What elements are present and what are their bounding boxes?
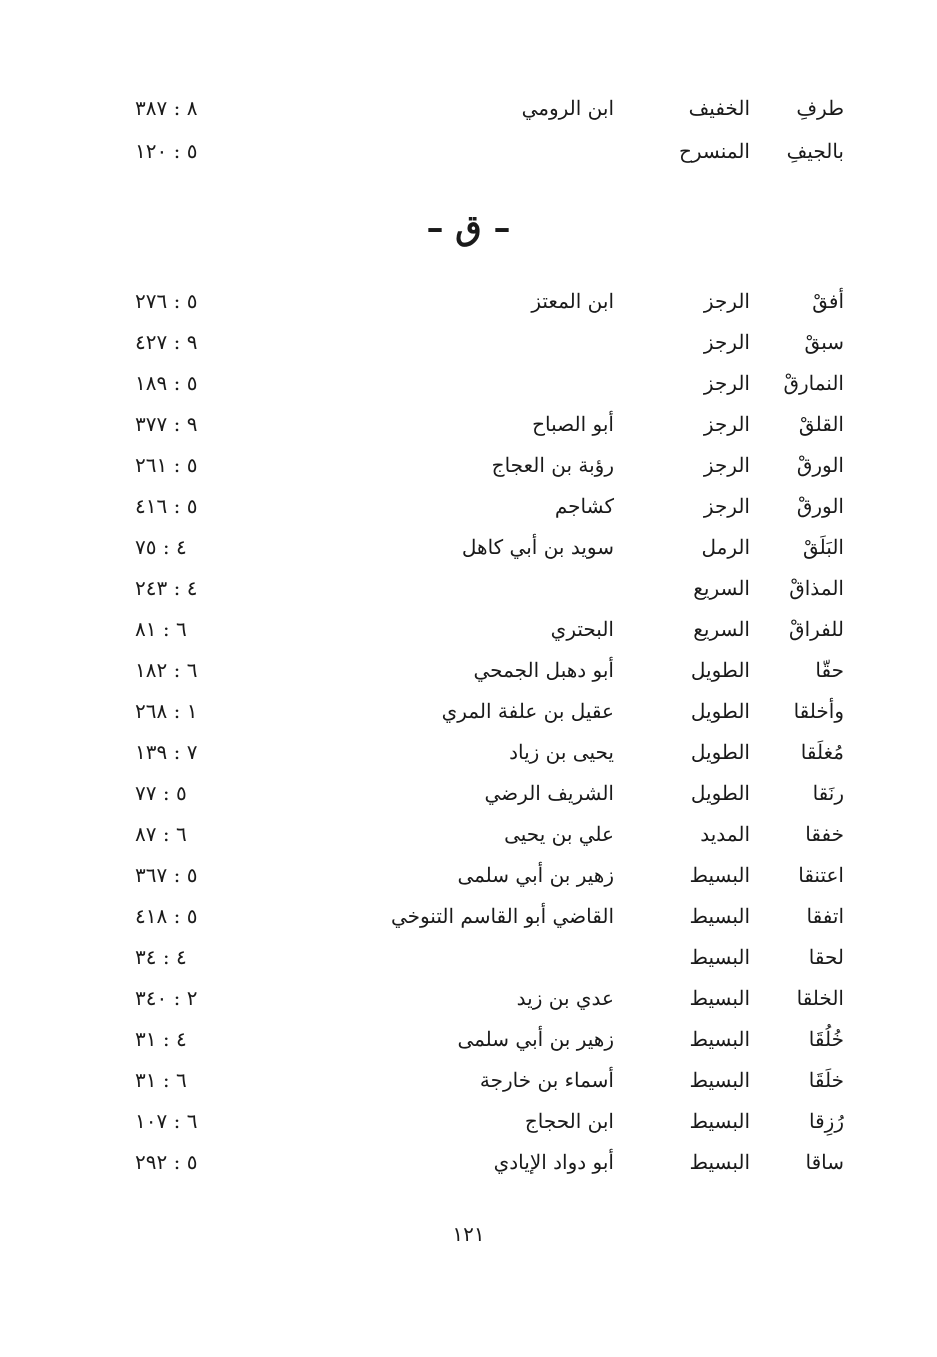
rhyme-word: المذاقْ [789, 576, 844, 600]
volume-page-ref: ٦ : ١٨٢ [135, 658, 198, 682]
rhyme-word: حقّا [815, 658, 844, 682]
section-heading: – ق – [426, 208, 511, 248]
poet-name: أسماء بن خارجة [479, 1068, 614, 1092]
volume-page-ref: ٨ : ٣٨٧ [135, 96, 198, 120]
poet-name: القاضي أبو القاسم التنوخي [390, 904, 614, 928]
volume-page-ref: ١ : ٢٦٨ [135, 699, 198, 723]
volume-page-ref: ٢ : ٣٤٠ [135, 986, 198, 1010]
index-row [0, 609, 937, 650]
meter-name: الرجز [703, 289, 750, 313]
meter-name: البسيط [689, 986, 750, 1010]
volume-page-ref: ٦ : ٣١ [135, 1068, 187, 1092]
index-row [0, 445, 937, 486]
volume-page-ref: ٩ : ٣٧٧ [135, 412, 198, 436]
meter-name: السريع [693, 576, 750, 600]
poet-name: عدي بن زيد [516, 986, 614, 1010]
index-row [0, 363, 937, 404]
rhyme-word: خُلُقَا [808, 1027, 844, 1051]
meter-name: البسيط [689, 904, 750, 928]
index-row [0, 131, 937, 172]
page-number: ١٢١ [452, 1222, 485, 1246]
rhyme-word: القلقْ [798, 412, 844, 436]
poet-name: أبو دواد الإيادي [493, 1150, 614, 1174]
volume-page-ref: ٥ : ٤١٦ [135, 494, 198, 518]
meter-name: المديد [700, 822, 750, 846]
poet-name: ابن الحجاج [524, 1109, 614, 1133]
index-row [0, 527, 937, 568]
meter-name: الرجز [703, 371, 750, 395]
volume-page-ref: ٧ : ١٣٩ [135, 740, 198, 764]
rhyme-word: اعتنقا [798, 863, 844, 887]
rhyme-word: رُزِقا [809, 1109, 844, 1133]
meter-name: الطويل [690, 658, 750, 682]
rhyme-word: خفقا [805, 822, 844, 846]
index-row [0, 1101, 937, 1142]
rhyme-word: لحقا [808, 945, 844, 969]
meter-name: الرجز [703, 330, 750, 354]
index-row [0, 937, 937, 978]
index-row [0, 568, 937, 609]
volume-page-ref: ٤ : ٧٥ [135, 535, 187, 559]
meter-name: البسيط [689, 863, 750, 887]
index-row [0, 281, 937, 322]
poet-name: عقيل بن علفة المري [441, 699, 614, 723]
volume-page-ref: ٥ : ١٢٠ [135, 139, 198, 163]
meter-name: الرجز [703, 453, 750, 477]
poet-name: البحتري [550, 617, 614, 641]
rhyme-word: الخلقا [796, 986, 844, 1010]
volume-page-ref: ٥ : ١٨٩ [135, 371, 198, 395]
poet-name: أبو دهبل الجمحي [473, 658, 614, 682]
poet-name: كشاجم [554, 494, 614, 518]
index-row [0, 88, 937, 129]
meter-name: البسيط [689, 1109, 750, 1133]
poet-name: زهير بن أبي سلمى [457, 863, 614, 887]
index-row [0, 773, 937, 814]
poet-name: سويد بن أبي كاهل [461, 535, 614, 559]
volume-page-ref: ٥ : ٧٧ [135, 781, 187, 805]
meter-name: الطويل [690, 781, 750, 805]
meter-name: البسيط [689, 1150, 750, 1174]
rhyme-word: النمارقْ [783, 371, 844, 395]
rhyme-word: اتفقا [806, 904, 844, 928]
rhyme-word: الورقْ [796, 453, 844, 477]
rhyme-word: مُغلَقا [800, 740, 844, 764]
meter-name: البسيط [689, 945, 750, 969]
rhyme-word: رنَقا [812, 781, 844, 805]
meter-name: الرمل [701, 535, 750, 559]
poet-name: زهير بن أبي سلمى [457, 1027, 614, 1051]
volume-page-ref: ٥ : ٢٩٢ [135, 1150, 198, 1174]
index-row [0, 978, 937, 1019]
index-row [0, 404, 937, 445]
meter-name: المنسرح [678, 139, 750, 163]
index-row [0, 650, 937, 691]
index-row [0, 486, 937, 527]
volume-page-ref: ٦ : ١٠٧ [135, 1109, 198, 1133]
index-row [0, 322, 937, 363]
index-row [0, 691, 937, 732]
rhyme-word: أفقْ [812, 289, 844, 313]
index-row [0, 855, 937, 896]
rhyme-word: طرفِ [796, 96, 844, 120]
volume-page-ref: ٦ : ٨١ [135, 617, 187, 641]
index-row [0, 896, 937, 937]
poet-name: علي بن يحيى [504, 822, 614, 846]
index-row [0, 1142, 937, 1183]
index-row [0, 1060, 937, 1101]
meter-name: الرجز [703, 412, 750, 436]
volume-page-ref: ٥ : ٤١٨ [135, 904, 198, 928]
poet-name: رؤبة بن العجاج [491, 453, 614, 477]
rhyme-word: خلَقَا [808, 1068, 844, 1092]
meter-name: البسيط [689, 1068, 750, 1092]
meter-name: الرجز [703, 494, 750, 518]
meter-name: الخفيف [688, 96, 750, 120]
volume-page-ref: ٤ : ٣١ [135, 1027, 187, 1051]
poet-name: الشريف الرضي [484, 781, 614, 805]
poet-name: يحيى بن زياد [509, 740, 614, 764]
rhyme-word: الورقْ [796, 494, 844, 518]
index-row [0, 1019, 937, 1060]
volume-page-ref: ٥ : ٢٧٦ [135, 289, 198, 313]
meter-name: الطويل [690, 740, 750, 764]
index-row [0, 732, 937, 773]
meter-name: البسيط [689, 1027, 750, 1051]
poet-name: ابن الرومي [521, 96, 614, 120]
meter-name: السريع [693, 617, 750, 641]
rhyme-word: وأخلقا [793, 699, 844, 723]
volume-page-ref: ٤ : ٣٤ [135, 945, 187, 969]
rhyme-word: بالجيفِ [786, 139, 844, 163]
volume-page-ref: ٦ : ٨٧ [135, 822, 187, 846]
rhyme-word: سبقْ [804, 330, 844, 354]
poet-name: أبو الصباح [532, 412, 614, 436]
rhyme-word: للفراقْ [789, 617, 844, 641]
volume-page-ref: ٩ : ٤٢٧ [135, 330, 198, 354]
rhyme-word: البَلَقْ [803, 535, 844, 559]
volume-page-ref: ٥ : ٢٦١ [135, 453, 198, 477]
poet-name: ابن المعتز [531, 289, 614, 313]
rhyme-word: ساقا [805, 1150, 844, 1174]
volume-page-ref: ٥ : ٣٦٧ [135, 863, 198, 887]
volume-page-ref: ٤ : ٢٤٣ [135, 576, 198, 600]
index-row [0, 814, 937, 855]
meter-name: الطويل [690, 699, 750, 723]
